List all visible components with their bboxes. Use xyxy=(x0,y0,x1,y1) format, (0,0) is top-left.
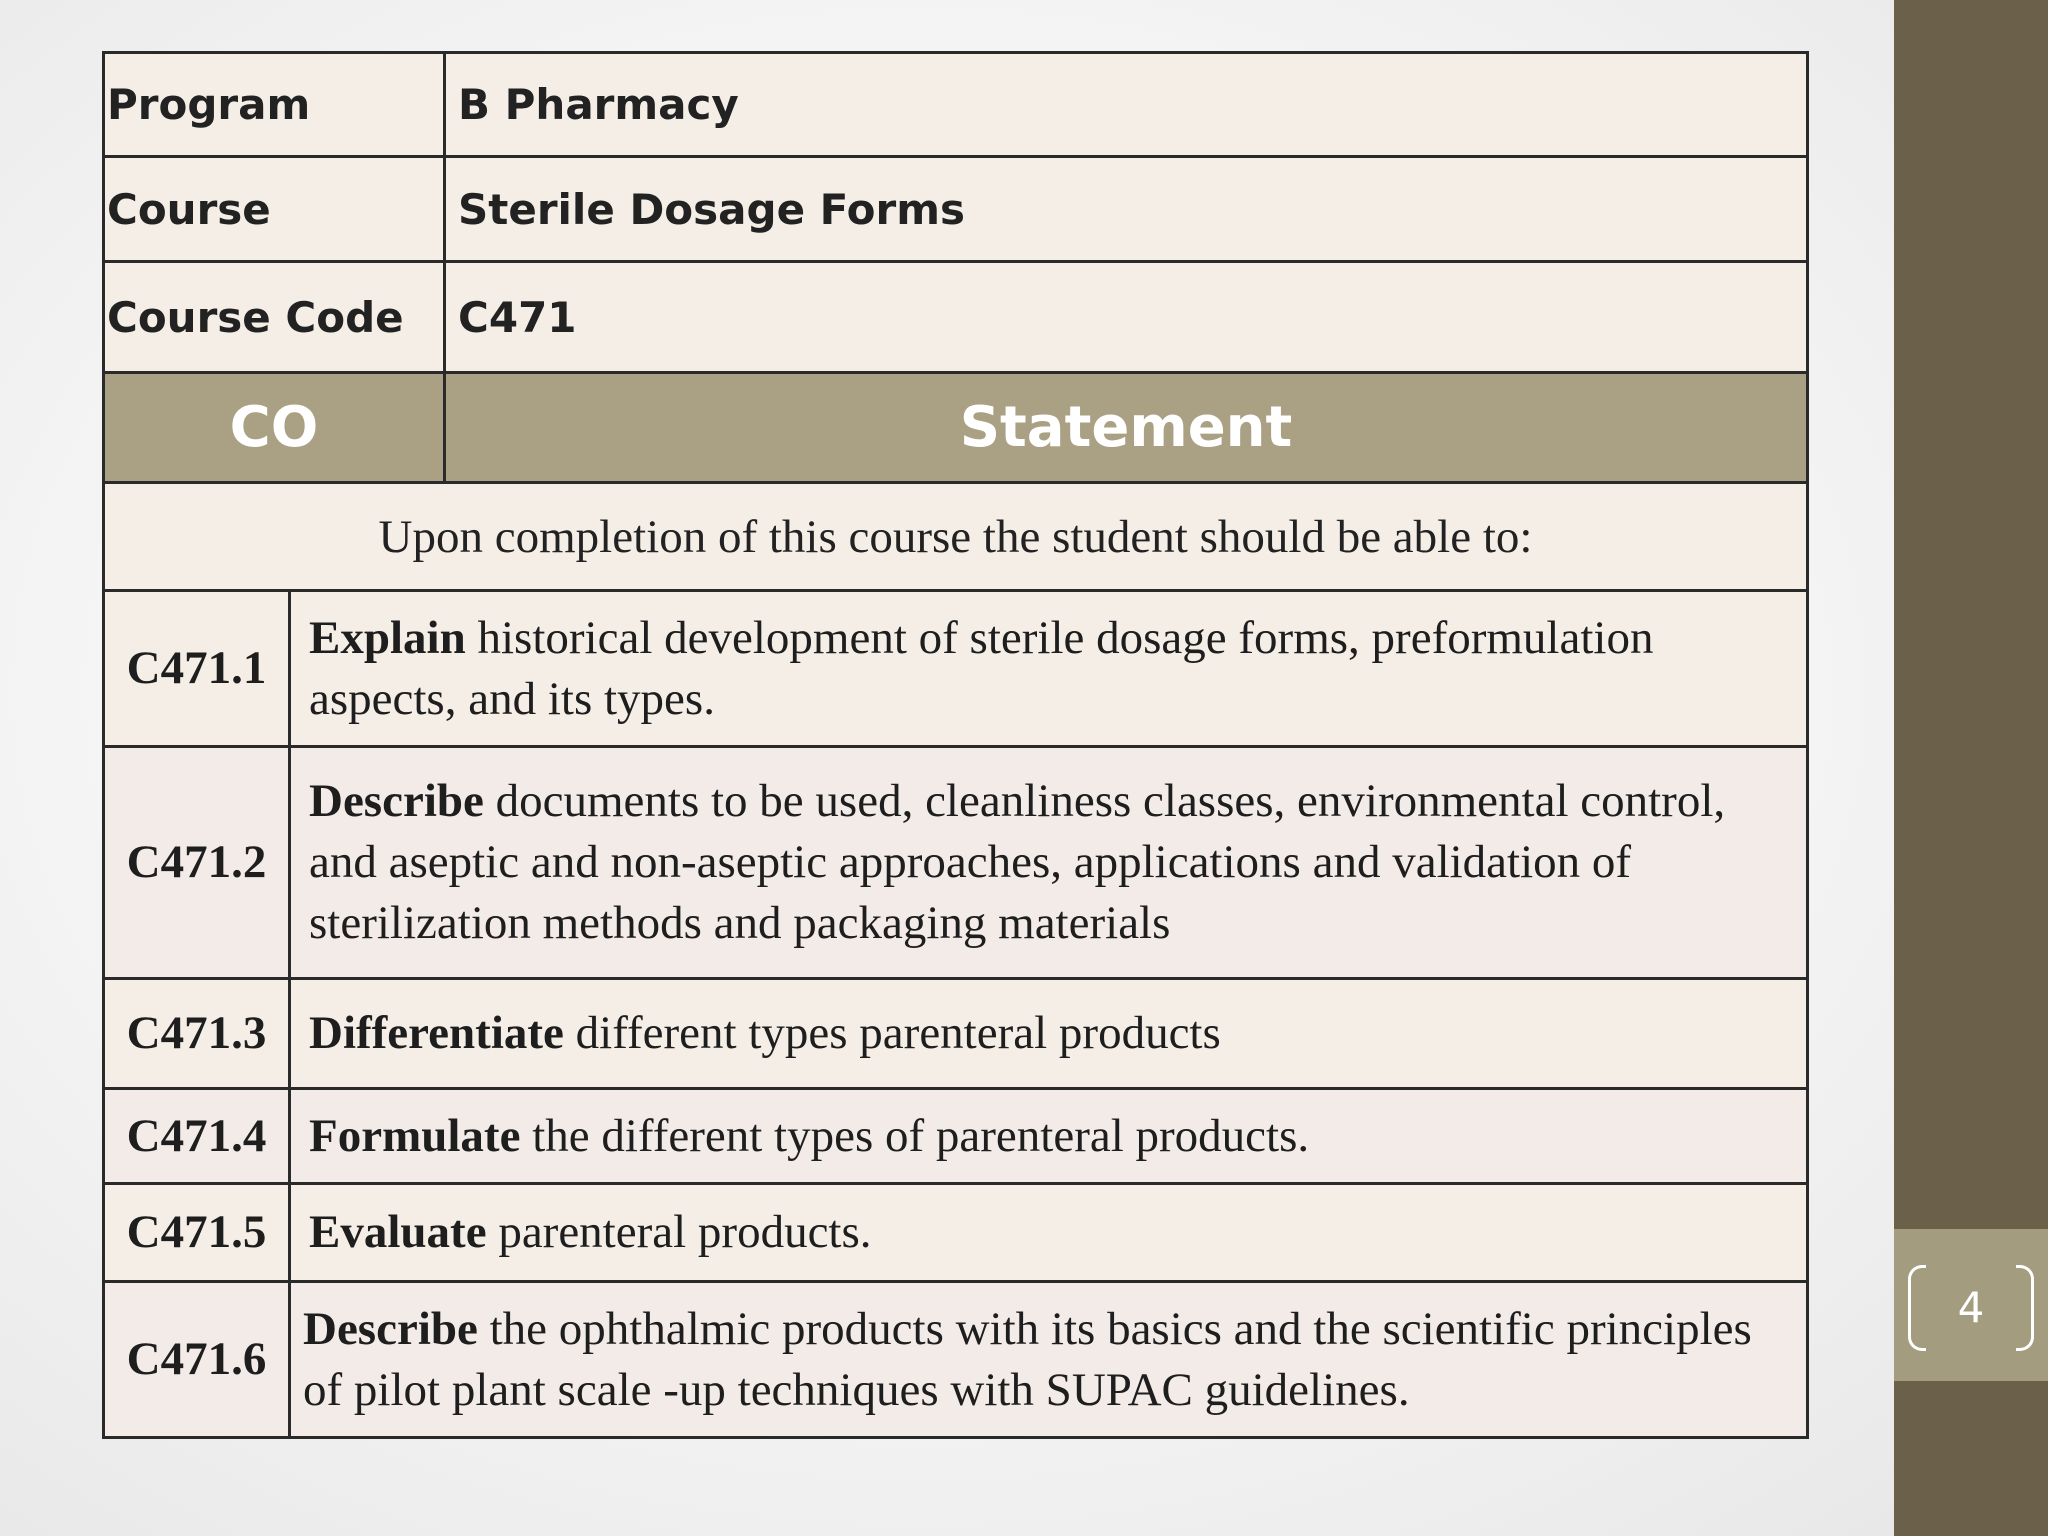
info-row-course-code xyxy=(104,262,1808,373)
co-column-header: CO xyxy=(104,373,445,483)
outcome-verb: Differentiate xyxy=(309,1007,564,1059)
course-code-value: C471 xyxy=(445,262,1808,373)
outcome-text: parenteral products. xyxy=(486,1206,872,1258)
program-label: Program xyxy=(104,53,445,157)
course-label: Course xyxy=(104,157,445,262)
outcome-text: historical development of sterile dosage forms, preformulation aspects, and its types. xyxy=(309,611,1654,725)
course-outcomes-table xyxy=(102,51,1809,1439)
course-code-label: Course Code xyxy=(104,262,445,373)
outcome-statement xyxy=(290,1184,1808,1282)
outcome-statement xyxy=(290,747,1808,979)
outcome-statement xyxy=(290,979,1808,1089)
outcome-code: C471.2 xyxy=(104,747,290,979)
program-value: B Pharmacy xyxy=(445,53,1808,157)
outcome-text: different types parenteral products xyxy=(563,1007,1221,1059)
outcome-statement xyxy=(290,1282,1808,1438)
page-bracket-left xyxy=(1908,1265,1926,1351)
outcome-verb: Describe xyxy=(309,775,484,827)
table-header-row xyxy=(104,373,1808,483)
outcome-text: the different types of parenteral products. xyxy=(520,1109,1310,1162)
intro-row xyxy=(104,483,1808,591)
outcome-verb: Explain xyxy=(309,611,466,664)
course-value: Sterile Dosage Forms xyxy=(445,157,1808,262)
outcome-verb: Formulate xyxy=(309,1109,521,1162)
intro-text: Upon completion of this course the student should be able to: xyxy=(104,483,1808,591)
outcome-row xyxy=(104,747,1808,979)
outcome-text: documents to be used, cleanliness classes, environmental control, and aseptic and non-aseptic approaches, applications and validation of sterilization methods and packaging materials xyxy=(309,775,1726,949)
outcome-row xyxy=(104,1184,1808,1282)
outcome-code: C471.6 xyxy=(104,1282,290,1438)
outcome-code: C471.3 xyxy=(104,979,290,1089)
outcome-code: C471.1 xyxy=(104,591,290,747)
page-bracket-right xyxy=(2016,1265,2034,1351)
outcome-row xyxy=(104,1282,1808,1438)
outcome-row xyxy=(104,979,1808,1089)
outcome-row xyxy=(104,591,1808,747)
info-row-course xyxy=(104,157,1808,262)
page-number: 4 xyxy=(1957,1283,1985,1332)
outcome-code: C471.4 xyxy=(104,1089,290,1184)
statement-column-header: Statement xyxy=(445,373,1808,483)
outcome-statement xyxy=(290,591,1808,747)
outcome-row xyxy=(104,1089,1808,1184)
outcome-text: the ophthalmic products with its basics and the scientific principles of pilot plant scale -up techniques with SUPAC guidelines. xyxy=(303,1302,1752,1416)
outcome-verb: Evaluate xyxy=(309,1206,487,1258)
info-row-program xyxy=(104,53,1808,157)
outcome-verb: Describe xyxy=(303,1302,478,1355)
outcome-statement xyxy=(290,1089,1808,1184)
outcome-code: C471.5 xyxy=(104,1184,290,1282)
